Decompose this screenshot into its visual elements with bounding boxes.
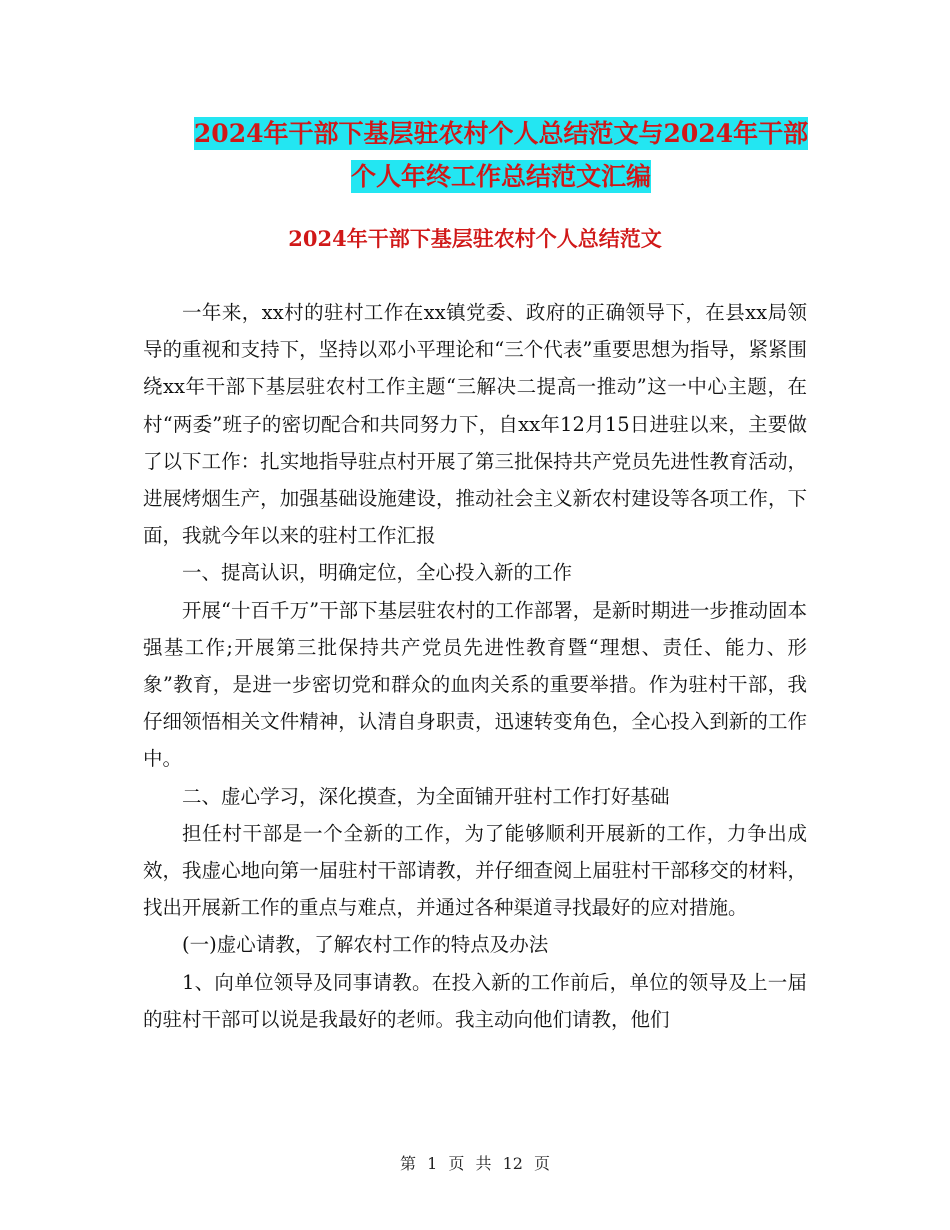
page-footer: [0, 1154, 950, 1174]
paragraph-section-2: 担任村干部是一个全新的工作，为了能够顺利开展新的工作，力争出成效，我虚心地向第一届驻村干部请教，并仔细查阅上届驻村干部移交的材料，找出开展新工作的重点与难点，并通过各种渠道寻找最好的应对措施。: [143, 821, 807, 920]
paragraph-intro: 一年来，xx村的驻村工作在xx镇党委、政府的正确领导下，在县xx局领导的重视和支持下，坚持以邓小平理论和“三个代表”重要思想为指导，紧紧围绕xx年干部下基层驻农村工作主题“三解决二提高一推动”这一中心主题，在村“两委”班子的密切配合和共同努力下，自xx年12月15日进驻以来，主要做了以下工作：扎实地指导驻点村开展了第三批保持共产党员先进性教育活动，进展烤烟生产，加强基础设施建设，推动社会主义新农村建设等各项工作，下面，我就今年以来的驻村工作汇报: [143, 301, 807, 548]
total-pages-number: 12: [502, 1154, 523, 1173]
document-title-line-1: 2024年干部下基层驻农村个人总结范文与2024年干部: [193, 119, 809, 148]
section-title: 2024年干部下基层驻农村个人总结范文: [288, 226, 662, 251]
document-body: [143, 294, 807, 1038]
page-label-suffix: 页: [534, 1154, 551, 1173]
heading-subsection-1: (一)虚心请教，了解农村工作的特点及办法: [182, 933, 549, 957]
page-label-mid: 页: [448, 1154, 465, 1173]
heading-section-2: 二、虚心学习，深化摸查，为全面铺开驻村工作打好基础: [182, 784, 670, 808]
heading-section-1: 一、提高认识，明确定位，全心投入新的工作: [182, 561, 573, 585]
document-title-line-2: 个人年终工作总结范文汇编: [350, 162, 651, 191]
page-label-prefix: 第: [399, 1154, 416, 1173]
paragraph-section-1: 开展“十百千万”干部下基层驻农村的工作部署，是新时期进一步推动固本强基工作;开展第三批保持共产党员先进性教育暨“理想、责任、能力、形象”教育，是进一步密切党和群众的血肉关系的重要举措。作为驻村干部，我仔细领悟相关文件精神，认清自身职责，迅速转变角色，全心投入到新的工作中。: [143, 598, 807, 771]
current-page-number: 1: [427, 1154, 438, 1173]
total-label-prefix: 共: [475, 1154, 492, 1173]
paragraph-subsection-1: 1、向单位领导及同事请教。在投入新的工作前后，单位的领导及上一届的驻村干部可以说是我最好的老师。我主动向他们请教，他们: [143, 970, 807, 1031]
